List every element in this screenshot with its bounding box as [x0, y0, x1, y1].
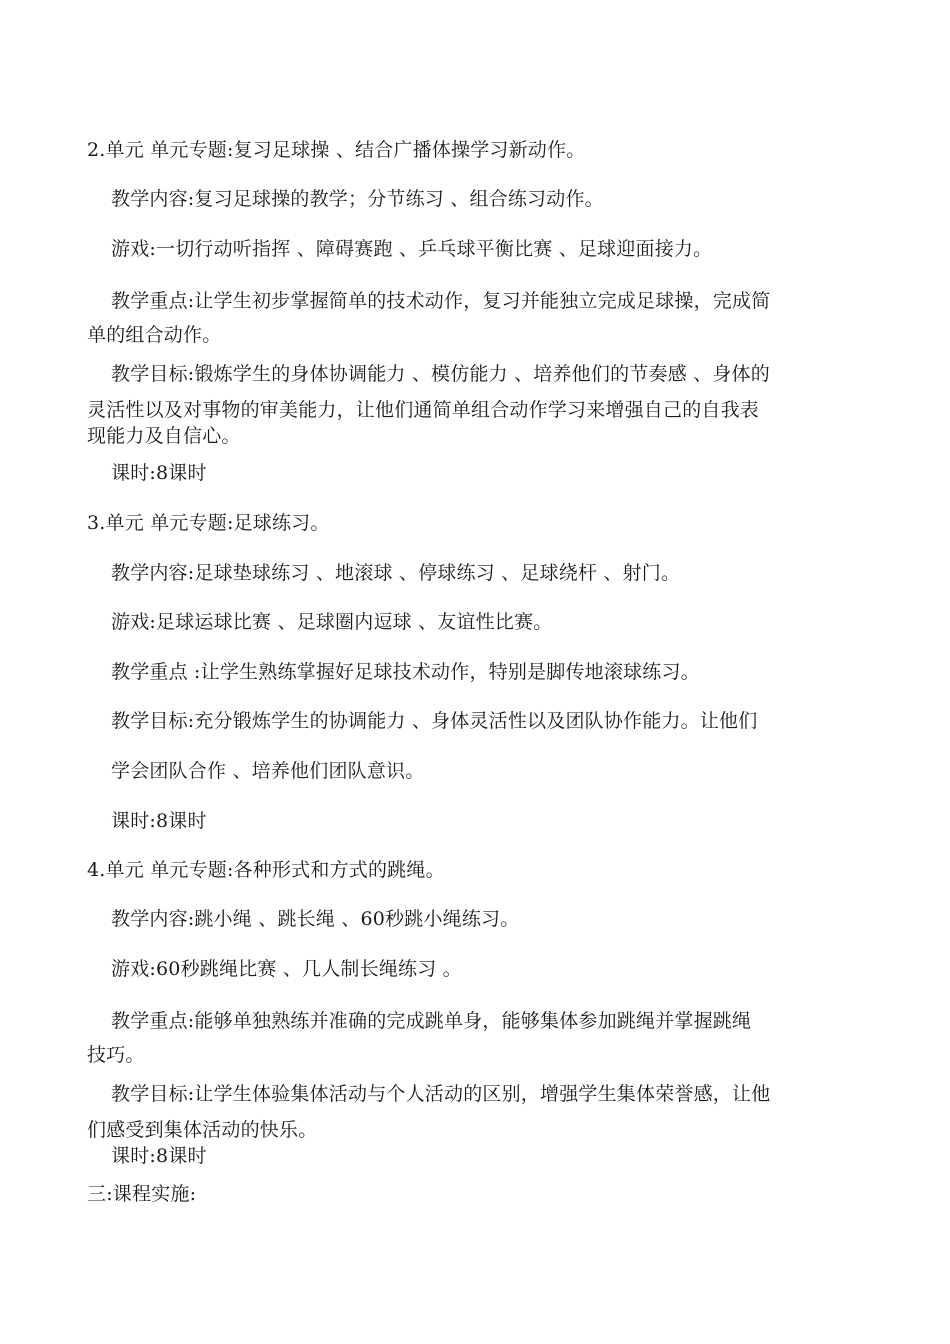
unit-3-hours: 课时:8课时 [111, 810, 207, 832]
unit-3-heading: 3.单元 单元专题:足球练习。 [87, 512, 330, 534]
unit-4-focus: 教学重点:能够单独熟练并准确的完成跳单身，能够集体参加跳绳并掌握跳绳 [111, 1010, 752, 1032]
unit-3-focus: 教学重点 :让学生熟练掌握好足球技术动作，特别是脚传地滚球练习。 [111, 661, 700, 683]
unit-3-games: 游戏:足球运球比赛 、足球圈内逗球 、友谊性比赛。 [111, 611, 553, 633]
unit-3-content: 教学内容:足球垫球练习 、地滚球 、停球练习 、足球绕杆 、射门。 [111, 562, 681, 584]
unit-2-focus-cont: 单的组合动作。 [87, 324, 222, 346]
unit-4-content: 教学内容:跳小绳 、跳长绳 、60秒跳小绳练习。 [111, 908, 520, 930]
unit-4-heading: 4.单元 单元专题:各种形式和方式的跳绳。 [87, 859, 445, 881]
section-3-heading: 三:课程实施: [87, 1183, 197, 1205]
unit-4-games: 游戏:60秒跳绳比赛 、几人制长绳练习 。 [111, 958, 462, 980]
unit-2-goal-cont-2: 现能力及自信心。 [87, 425, 241, 447]
unit-2-games: 游戏:一切行动听指挥 、障碍赛跑 、乒乓球平衡比赛 、足球迎面接力。 [111, 238, 713, 260]
unit-4-goal-cont: 们感受到集体活动的快乐。 [87, 1119, 318, 1141]
unit-2-content: 教学内容:复习足球操的教学；分节练习 、组合练习动作。 [111, 188, 604, 210]
unit-2-focus: 教学重点:让学生初步掌握简单的技术动作，复习并能独立完成足球操，完成简 [111, 290, 771, 312]
unit-4-hours: 课时:8课时 [111, 1145, 207, 1167]
unit-2-hours: 课时:8课时 [111, 462, 207, 484]
unit-3-goal: 教学目标:充分锻炼学生的协调能力 、身体灵活性以及团队协作能力。让他们 [111, 710, 758, 732]
unit-2-goal-cont-1: 灵活性以及对事物的审美能力，让他们通简单组合动作学习来增强自己的自我表 [87, 399, 760, 421]
unit-2-heading: 2.单元 单元专题:复习足球操 、结合广播体操学习新动作。 [87, 139, 586, 161]
unit-4-focus-cont: 技巧。 [87, 1044, 145, 1066]
unit-3-goal-cont: 学会团队合作 、培养他们团队意识。 [111, 760, 425, 782]
unit-4-goal: 教学目标:让学生体验集体活动与个人活动的区别，增强学生集体荣誉感，让他 [111, 1083, 771, 1105]
unit-2-goal: 教学目标:锻炼学生的身体协调能力 、模仿能力 、培养他们的节奏感 、身体的 [111, 363, 770, 385]
